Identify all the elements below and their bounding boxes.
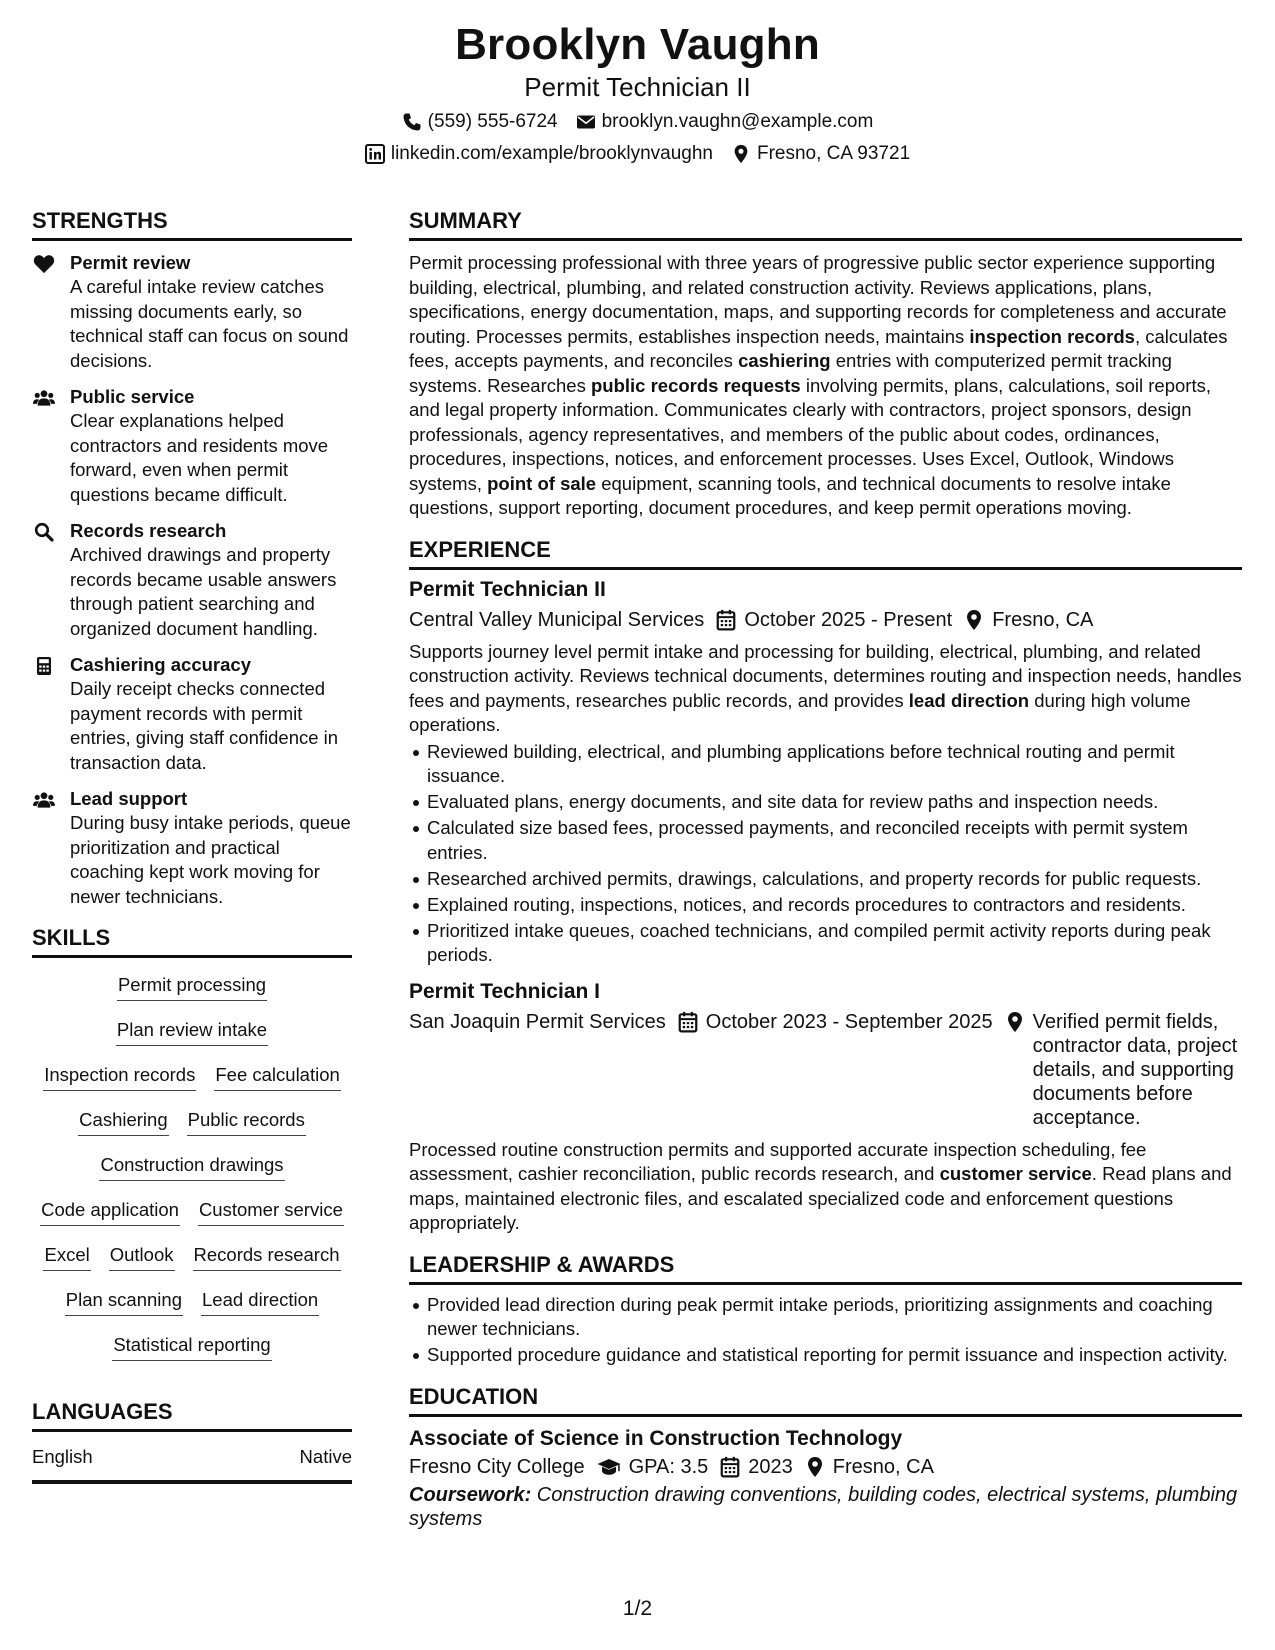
bullet-item: Evaluated plans, energy documents, and site data for review paths and inspection needs. [409, 790, 1242, 815]
bullet-item: Calculated size based fees, processed payments, and reconciled receipts with permit system entries. [409, 816, 1242, 865]
bold-keyword: point of sale [487, 472, 597, 494]
map-pin-icon [805, 1456, 825, 1478]
job-meta [409, 1010, 1242, 1130]
job-company [409, 608, 704, 632]
job-description [409, 1138, 1242, 1236]
year-text: 2023 [748, 1455, 793, 1478]
skill-tag: Construction drawings [99, 1152, 284, 1181]
skill-tag: Plan review intake [116, 1017, 268, 1046]
job-description [409, 640, 1242, 738]
location-text: Fresno, CA [992, 608, 1094, 631]
experience-heading: EXPERIENCE [409, 533, 1242, 570]
skill-tag: Fee calculation [214, 1062, 340, 1091]
skill-tag: Permit processing [117, 972, 267, 1001]
job-bullets [409, 740, 1242, 968]
resume-header [0, 18, 1275, 166]
language-name: English [32, 1446, 93, 1467]
school-name: Fresno City College [409, 1455, 585, 1478]
bullet-item: Researched archived permits, drawings, calculations, and property records for public requests. [409, 867, 1242, 892]
skill-tag: Lead direction [201, 1287, 319, 1316]
heart-icon [32, 253, 56, 275]
bold-keyword: public records requests [590, 374, 801, 396]
dates-text: October 2025 - Present [744, 608, 953, 631]
skill-tag: Customer service [198, 1197, 344, 1226]
leadership-heading: LEADERSHIP & AWARDS [409, 1248, 1242, 1285]
email-text[interactable]: brooklyn.vaughn@example.com [601, 111, 874, 132]
strength-title: Lead support [70, 788, 188, 809]
education-meta [409, 1455, 1242, 1479]
map-pin-icon [1005, 1011, 1025, 1033]
strengths-list [32, 251, 352, 909]
job-location [1005, 1010, 1242, 1130]
strength-description: Archived drawings and property records became usable answers through patient searching and organized document handling. [70, 544, 337, 639]
strength-description: A careful intake review catches missing documents early, so technical staff can focus on sound decisions. [70, 276, 349, 371]
dates-text: October 2023 - September 2025 [705, 1010, 993, 1033]
job-entry [409, 576, 1242, 968]
phone-icon [402, 112, 422, 132]
job-meta [409, 608, 1242, 632]
bold-keyword: customer service [939, 1163, 1092, 1184]
phone-contact [402, 110, 558, 134]
strength-body [70, 653, 352, 775]
left-column [32, 204, 352, 1484]
candidate-name: Brooklyn Vaughn [455, 20, 820, 69]
skill-tag: Outlook [109, 1242, 175, 1271]
bold-keyword: inspection records [969, 325, 1135, 347]
job-entry [409, 978, 1242, 1236]
text-run: , calculates fees, accepts payments, and reconciles [409, 325, 1228, 371]
gpa-text: GPA: 3.5 [628, 1455, 709, 1478]
skill-tag: Statistical reporting [112, 1332, 271, 1361]
text-run: equipment, scanning tools, and technical documents to resolve intake questions, support reporting, document procedures, and keep permit operations moving. [409, 472, 1171, 518]
skill-row [32, 972, 352, 1017]
right-column [409, 204, 1242, 1531]
linkedin-icon [365, 144, 385, 164]
text-run: Processed routine construction permits and supported accurate inspection scheduling, fee assessment, cashier reconciliation, public records research, and [409, 1138, 1147, 1184]
skill-row [32, 1062, 352, 1107]
languages-heading: LANGUAGES [32, 1395, 352, 1432]
text-run: during high volume operations. [409, 689, 1191, 735]
job-title: Permit Technician II [409, 577, 606, 601]
job-location [964, 608, 1093, 632]
location-text: Fresno, CA [832, 1455, 934, 1478]
text-run: involving permits, plans, calculations, soil reports, and legal property information. Communicates clearly with contractors, project sponsors, design professionals, agency representatives, and members of the public about codes, ordinances, procedures, inspections, notices, and enforcement processes. Uses Excel, Outlook, Windows systems, [409, 374, 1211, 494]
strength-description: During busy intake periods, queue prioritization and practical coaching kept work moving for newer technicians. [70, 812, 351, 907]
location-contact [731, 142, 910, 166]
coursework [409, 1483, 1242, 1531]
company-name: San Joaquin Permit Services [409, 1010, 666, 1033]
skills-heading: SKILLS [32, 921, 352, 958]
coursework-label: Coursework: [409, 1483, 532, 1506]
skill-row [32, 1152, 352, 1197]
strength-item [32, 787, 352, 909]
skill-row [32, 1287, 352, 1332]
linkedin-contact[interactable] [365, 142, 713, 166]
strength-title: Cashiering accuracy [70, 654, 251, 675]
language-row [32, 1436, 352, 1484]
company-name: Central Valley Municipal Services [409, 608, 705, 631]
skills-list [32, 968, 352, 1377]
skill-tag: Excel [43, 1242, 90, 1271]
envelope-icon [576, 112, 596, 132]
strength-item [32, 653, 352, 775]
bold-keyword: cashiering [738, 350, 831, 371]
skill-row [32, 1332, 352, 1377]
skill-row [32, 1242, 352, 1287]
education-heading: EDUCATION [409, 1380, 1242, 1417]
strength-description: Clear explanations helped contractors and residents move forward, even when permit questions became difficult. [70, 410, 329, 505]
strength-description: Daily receipt checks connected payment records with permit entries, giving staff confidence in transaction data. [70, 678, 339, 773]
degree-title: Associate of Science in Construction Technology [409, 1426, 903, 1450]
strengths-heading: STRENGTHS [32, 204, 352, 241]
summary-text [409, 251, 1242, 521]
calendar-icon [716, 609, 736, 631]
bold-keyword: lead direction [908, 689, 1030, 711]
text-run: . Read plans and maps, maintained electronic files, and escalated specialized code and enforcement questions appropriately. [409, 1163, 1232, 1233]
bullet-item: Explained routing, inspections, notices, and records procedures to contractors and residents. [409, 893, 1242, 918]
text-run: entries with computerized permit tracking systems. Researches [409, 350, 1172, 396]
strength-body [70, 519, 352, 641]
school [409, 1455, 585, 1479]
calendar-icon [678, 1011, 698, 1033]
skill-tag: Records research [193, 1242, 341, 1271]
contact-row-2 [0, 142, 1275, 166]
job-company [409, 1010, 666, 1034]
gpa [597, 1455, 709, 1479]
map-pin-icon [964, 609, 984, 631]
calculator-icon [32, 655, 56, 677]
bullet-item: Provided lead direction during peak permit intake periods, prioritizing assignments and coaching newer technicians. [409, 1293, 1242, 1342]
skill-tag: Plan scanning [65, 1287, 183, 1316]
strength-item [32, 385, 352, 507]
strength-body [70, 385, 352, 507]
contact-row-1 [0, 110, 1275, 134]
skill-tag: Inspection records [43, 1062, 196, 1091]
job-title: Permit Technician I [409, 979, 600, 1003]
linkedin-text[interactable]: linkedin.com/example/brooklynvaughn [390, 143, 713, 164]
job-dates [678, 1010, 993, 1034]
strength-item [32, 519, 352, 641]
job-dates [716, 608, 952, 632]
skill-row [32, 1197, 352, 1242]
bullet-item: Reviewed building, electrical, and plumbing applications before technical routing and permit issuance. [409, 740, 1242, 789]
leadership-bullets [409, 1293, 1242, 1368]
skill-tag: Cashiering [78, 1107, 168, 1136]
strength-item [32, 251, 352, 373]
page-number: 1/2 [622, 1597, 653, 1620]
language-level: Native [299, 1446, 352, 1467]
text-run: Supports journey level permit intake and processing for building, electrical, plumbing, and related construction activity. Reviews technical documents, determines routing and inspection needs, handles fees and payments, researches public records, and provides [409, 640, 1242, 711]
strength-body [70, 787, 352, 909]
skill-tag: Public records [187, 1107, 306, 1136]
bullet-item: Supported procedure guidance and statistical reporting for permit issuance and inspection activity. [409, 1343, 1242, 1368]
strength-title: Records research [70, 520, 227, 541]
users-icon [32, 387, 56, 409]
skill-row [32, 1017, 352, 1062]
edu-location [805, 1455, 934, 1479]
coursework-text: Construction drawing conventions, building codes, electrical systems, plumbing systems [409, 1483, 1238, 1530]
calendar-icon [720, 1456, 740, 1478]
edu-year [720, 1455, 793, 1479]
strength-title: Permit review [70, 252, 191, 273]
strength-title: Public service [70, 386, 195, 407]
search-icon [32, 521, 56, 543]
map-pin-icon [731, 144, 751, 164]
phone-text: (559) 555-6724 [427, 111, 558, 132]
bullet-item: Prioritized intake queues, coached technicians, and compiled permit activity reports during peak periods. [409, 919, 1242, 968]
strength-body [70, 251, 352, 373]
skill-tag: Code application [40, 1197, 180, 1226]
text-run: Permit processing professional with three years of progressive public sector experience supporting building, electrical, plumbing, and related construction activity. Reviews applications, plans, specifications, energy documentation, maps, and supporting records for completeness and accurate routing. Processes permits, establishes inspection needs, maintains [409, 252, 1227, 347]
summary-heading: SUMMARY [409, 204, 1242, 241]
graduation-cap-icon [597, 1456, 621, 1478]
location-text: Fresno, CA 93721 [756, 143, 911, 164]
email-contact[interactable] [576, 110, 874, 134]
candidate-title: Permit Technician II [524, 72, 751, 102]
location-text: Verified permit fields, contractor data, project details, and supporting documents before acceptance. [1032, 1010, 1238, 1129]
skill-row [32, 1107, 352, 1152]
users-icon [32, 789, 56, 811]
